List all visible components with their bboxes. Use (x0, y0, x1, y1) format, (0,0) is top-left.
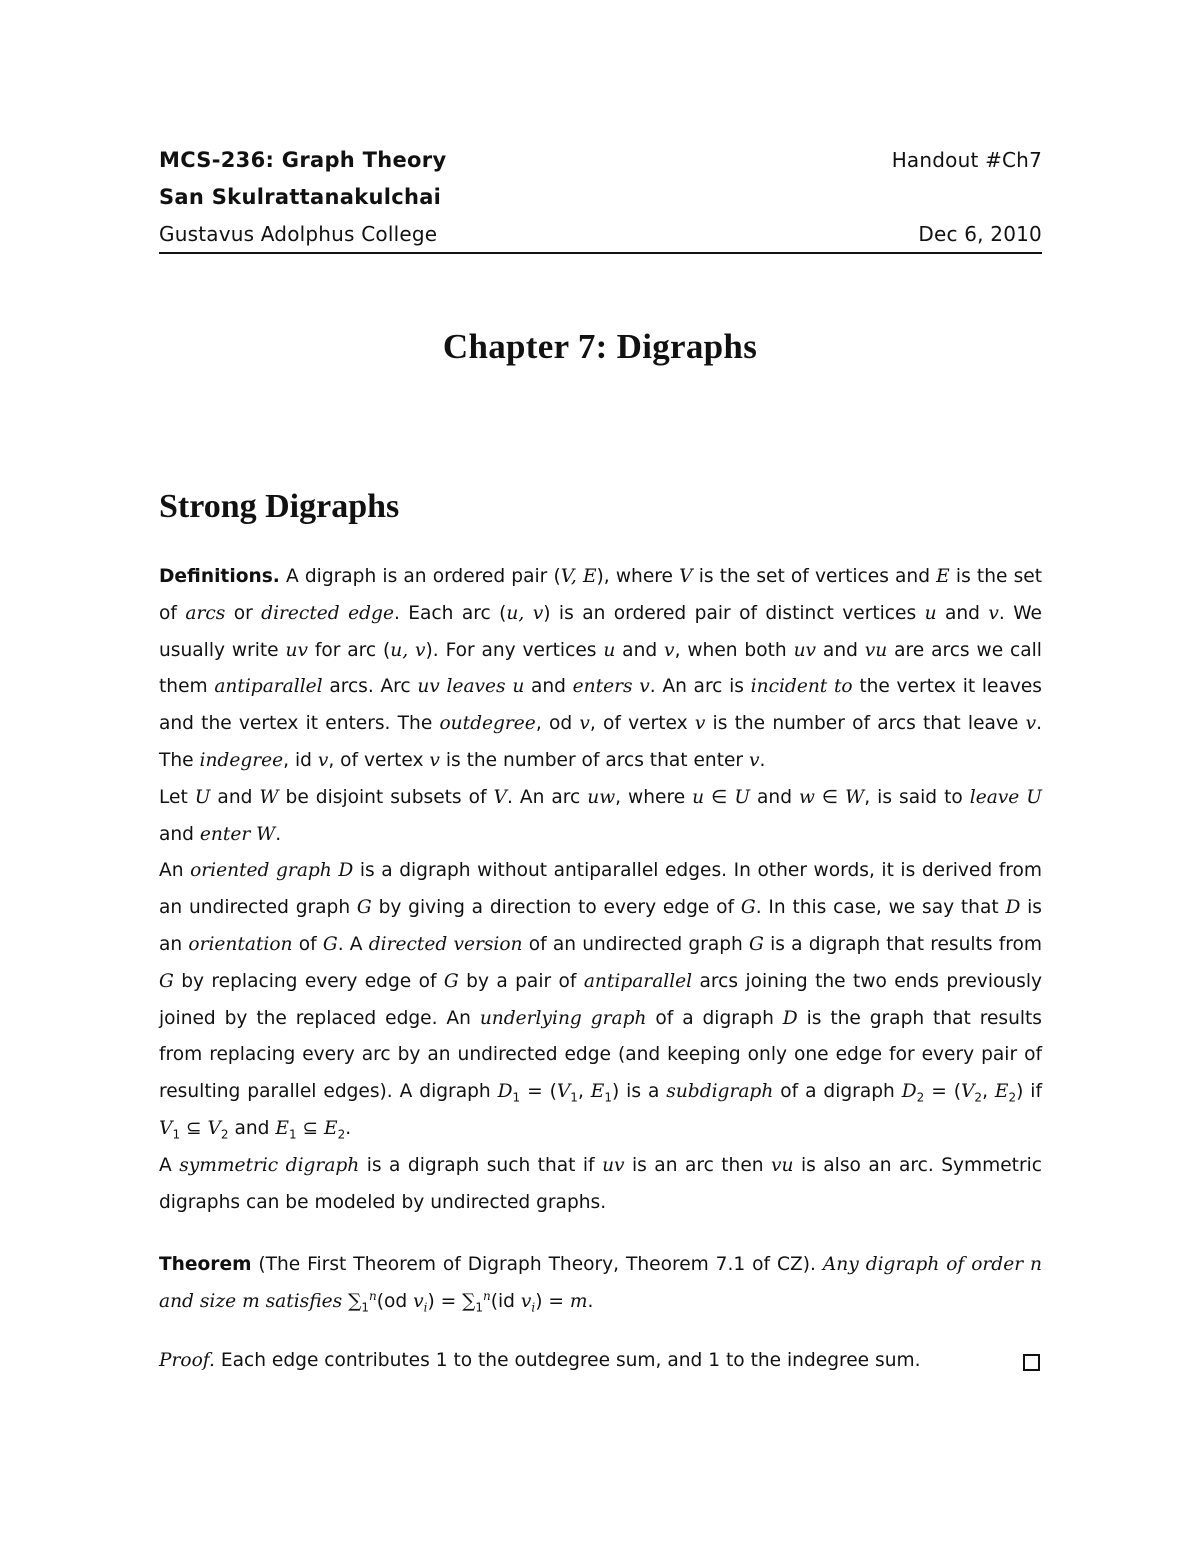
theorem-reference: (The First Theorem of Digraph Theory, Theorem 7.1 of CZ). (258, 1254, 816, 1276)
theorem-label: Theorem (159, 1254, 252, 1276)
course-title: MCS-236: Graph Theory (159, 148, 447, 172)
proof-label: Proof. (159, 1349, 215, 1371)
definitions-paragraph: Definitions. A digraph is an ordered pair (V, E), where V is the set of vertices and E is the set of arcs or directed edge. Each arc (u, v) is an ordered pair of distinct vertices u and v. We usually write uv for arc (u, v). For any vertices u and v, when both uv and vu are arcs we call them antiparallel arcs. Arc uv leaves u and enters v. An arc is incident to the vertex it leaves and the vertex it enters. The outdegree, od v, of vertex v is the number of arcs that leave v. The indegree, id v, of vertex v is the number of arcs that enter v. (159, 566, 1043, 771)
handout-date: Dec 6, 2010 (918, 222, 1042, 246)
handout-number: Handout #Ch7 (891, 148, 1042, 172)
header-row-1 (159, 148, 1042, 182)
definitions-label: Definitions. (159, 566, 280, 587)
author-name: San Skulrattanakulchai (159, 185, 442, 209)
header-row-3 (159, 222, 1042, 256)
theorem-paragraph: Theorem (The First Theorem of Digraph Theory, Theorem 7.1 of CZ). Any digraph of order n and size m satisfies $\sum_1^n(od$ $v_i) = \sum_1^n(id$ $v_i) = m$. (159, 1254, 1042, 1315)
leave-enter-paragraph: Let U and W be disjoint subsets of V. An arc uw, where u ∈ U and w ∈ W, is said to leave U and enter W. (159, 786, 1042, 845)
oriented-graph-paragraph: An oriented graph D is a digraph without antiparallel edges. In other words, it is derived from an undirected graph G by giving a direction to every edge of G. In this case, we say that D is an orientation of G. A directed version of an undirected graph G is a digraph that results from G by replacing every edge of G by a pair of antiparallel arcs joining the two ends previously joined by the replaced edge. An underlying graph of a digraph D is the graph that results from replacing every arc by an undirected edge (and keeping only one edge for every pair of resulting parallel edges). A digraph $D_1 = (V_1$, $E_1$) is a subdigraph of a digraph $D_2 = (V_2$, $E_2$) if $V_1$ ⊆ $V_2$ and $E_1$ ⊆ $E_2$. (159, 860, 1043, 1142)
header-rule (159, 252, 1042, 254)
proof-paragraph (159, 1343, 1042, 1380)
header-row-2 (159, 185, 1042, 219)
document-body (159, 559, 1042, 1380)
qed-square-icon (1023, 1354, 1040, 1371)
section-heading: Strong Digraphs (159, 488, 400, 525)
proof-text: Each edge contributes 1 to the outdegree sum, and 1 to the indegree sum. (220, 1349, 921, 1371)
symmetric-digraph-paragraph: A symmetric digraph is a digraph such that if uv is an arc then vu is also an arc. Symmetric digraphs can be modeled by undirected graphs. (159, 1154, 1042, 1213)
chapter-title: Chapter 7: Digraphs (442, 327, 758, 366)
college-name: Gustavus Adolphus College (159, 222, 438, 246)
